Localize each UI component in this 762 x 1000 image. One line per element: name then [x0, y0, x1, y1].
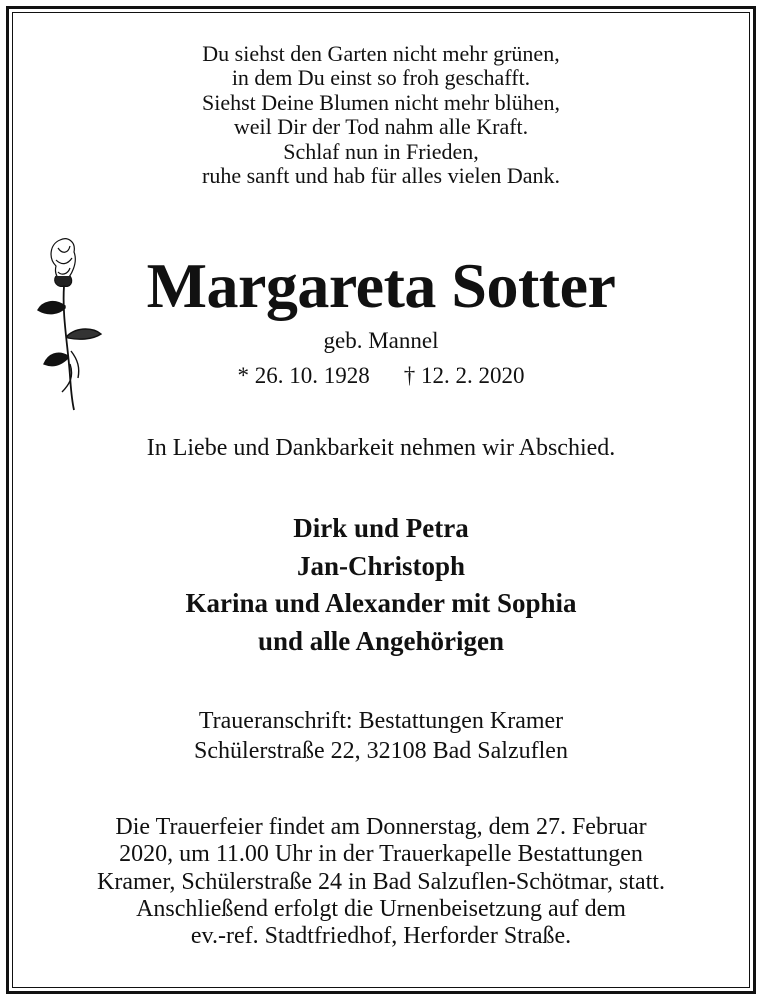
service-line: ev.-ref. Stadtfriedhof, Herforder Straße. — [190, 923, 572, 950]
address-line: Schülerstraße 22, 32108 Bad Salzuflen — [194, 738, 568, 764]
poem-line: Schlaf nun in Frieden, — [283, 138, 479, 164]
address-line: Traueranschrift: Bestattungen Kramer — [198, 708, 564, 734]
service-line: 2020, um 11.00 Uhr in der Trauerkapelle Bestattungen — [119, 841, 643, 868]
mourning-address — [0, 706, 762, 766]
poem-line: in dem Du einst so froh geschafft. — [231, 65, 531, 91]
farewell-text: In Liebe und Dankbarkeit nehmen wir Abschied. — [146, 435, 616, 461]
life-dates — [0, 360, 762, 392]
mourners-list — [0, 510, 762, 661]
mourner-line: Jan-Christoph — [296, 550, 466, 581]
death-date: † 12. 2. 2020 — [403, 363, 525, 388]
birth-name: geb. Mannel — [323, 328, 439, 353]
service-info — [0, 814, 762, 950]
poem-line: Siehst Deine Blumen nicht mehr blühen, — [201, 89, 561, 115]
poem-line: ruhe sanft und hab für alles vielen Dank. — [202, 163, 560, 189]
birth-date: * 26. 10. 1928 — [237, 363, 370, 388]
poem-line: weil Dir der Tod nahm alle Kraft. — [233, 114, 529, 140]
service-line: Die Trauerfeier findet am Donnerstag, dem 27. Februar — [115, 814, 647, 840]
mourner-line: Dirk und Petra — [293, 513, 469, 543]
service-line: Anschließend erfolgt die Urnenbeisetzung auf dem — [136, 895, 626, 922]
service-line: Kramer, Schülerstraße 24 in Bad Salzuflen-Schötmar, statt. — [97, 868, 665, 895]
mourner-line: Karina und Alexander mit Sophia — [185, 588, 577, 619]
poem — [0, 42, 762, 188]
mourner-line: und alle Angehörigen — [257, 626, 505, 657]
poem-line: Du siehst den Garten nicht mehr grünen, — [202, 41, 560, 66]
deceased-name: Margareta Sotter — [146, 250, 616, 321]
